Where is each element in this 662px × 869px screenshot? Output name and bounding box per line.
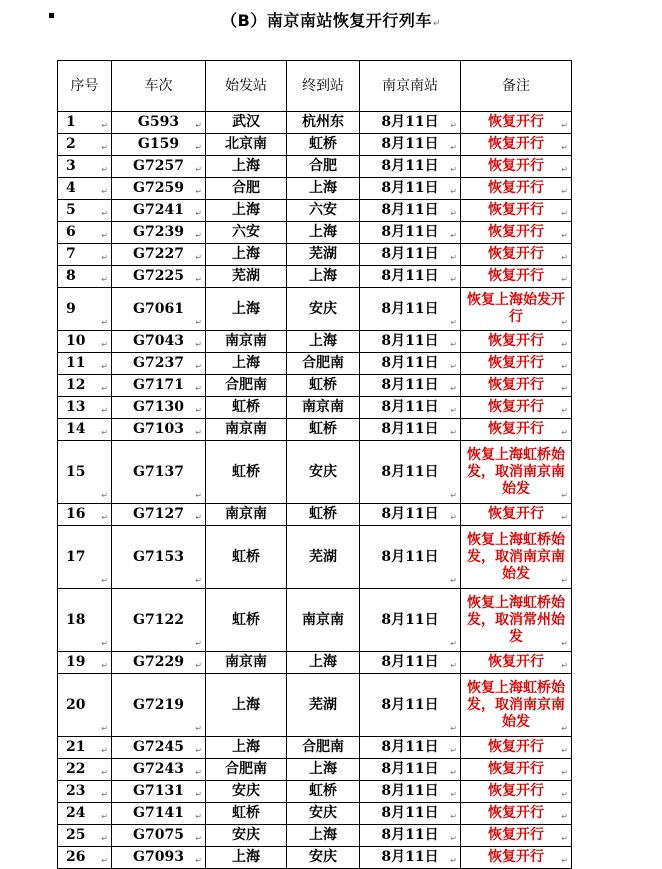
paragraph-mark: ↵ xyxy=(101,406,108,415)
row-remark: 恢复开行 ↵ xyxy=(461,200,572,222)
paragraph-mark: ↵ xyxy=(101,362,108,371)
row-train: G7141 ↵ xyxy=(112,803,206,825)
paragraph-mark: ↵ xyxy=(561,491,568,500)
row-terminus: 虹桥 xyxy=(287,419,360,441)
paragraph-mark: ↵ xyxy=(450,318,457,327)
paragraph-mark: ↵ xyxy=(450,209,457,218)
row-remark: 恢复上海虹桥始发，取消南京南始发 ↵ xyxy=(461,441,572,504)
table-row xyxy=(58,652,572,674)
paragraph-mark: ↵ xyxy=(195,165,202,174)
row-origin: 合肥南 xyxy=(206,759,287,781)
row-date: 8月11日 ↵ xyxy=(360,134,461,156)
row-terminus: 安庆 xyxy=(287,847,360,869)
row-seq: 5 ↵ xyxy=(58,200,112,222)
table-row xyxy=(58,200,572,222)
paragraph-mark: ↵ xyxy=(561,790,568,799)
paragraph-mark: ↵ xyxy=(195,812,202,821)
header-row xyxy=(58,61,572,112)
paragraph-mark: ↵ xyxy=(101,856,108,865)
table-row xyxy=(58,759,572,781)
paragraph-mark: ↵ xyxy=(450,661,457,670)
table-row xyxy=(58,266,572,288)
row-origin: 虹桥 xyxy=(206,526,287,589)
paragraph-mark: ↵ xyxy=(195,513,202,522)
paragraph-mark: ↵ xyxy=(195,406,202,415)
paragraph-mark: ↵ xyxy=(101,639,108,648)
row-date: 8月11日 ↵ xyxy=(360,178,461,200)
paragraph-mark: ↵ xyxy=(101,768,108,777)
row-date: 8月11日 ↵ xyxy=(360,803,461,825)
paragraph-mark: ↵ xyxy=(101,491,108,500)
row-origin: 上海 xyxy=(206,737,287,759)
row-train: G7127 ↵ xyxy=(112,504,206,526)
table-row xyxy=(58,825,572,847)
row-train: G593 ↵ xyxy=(112,112,206,134)
row-train: G7243 ↵ xyxy=(112,759,206,781)
header-origin: 始发站 xyxy=(206,61,287,112)
row-train: G7219 ↵ xyxy=(112,674,206,737)
row-terminus: 芜湖 xyxy=(287,674,360,737)
row-seq: 1 ↵ xyxy=(58,112,112,134)
row-terminus: 安庆 xyxy=(287,288,360,331)
paragraph-mark: ↵ xyxy=(195,340,202,349)
paragraph-mark: ↵ xyxy=(101,384,108,393)
row-terminus: 合肥南 xyxy=(287,353,360,375)
row-train: G7093 ↵ xyxy=(112,847,206,869)
row-terminus: 虹桥 xyxy=(287,781,360,803)
row-seq: 7 ↵ xyxy=(58,244,112,266)
paragraph-mark: ↵ xyxy=(101,121,108,130)
row-remark: 恢复开行 ↵ xyxy=(461,222,572,244)
paragraph-mark: ↵ xyxy=(561,406,568,415)
row-seq: 3 ↵ xyxy=(58,156,112,178)
row-seq: 22 ↵ xyxy=(58,759,112,781)
paragraph-mark: ↵ xyxy=(195,253,202,262)
row-train: G7137 ↵ xyxy=(112,441,206,504)
row-origin: 上海 xyxy=(206,244,287,266)
row-terminus: 安庆 xyxy=(287,441,360,504)
paragraph-mark: ↵ xyxy=(561,275,568,284)
row-seq: 9 ↵ xyxy=(58,288,112,331)
row-train: G7225 ↵ xyxy=(112,266,206,288)
row-remark: 恢复开行 ↵ xyxy=(461,652,572,674)
row-remark: 恢复开行 ↵ xyxy=(461,397,572,419)
paragraph-mark: ↵ xyxy=(195,790,202,799)
paragraph-mark: ↵ xyxy=(450,724,457,733)
row-train: G7061 ↵ xyxy=(112,288,206,331)
row-train: G7259 ↵ xyxy=(112,178,206,200)
row-date: 8月11日 ↵ xyxy=(360,781,461,803)
row-train: G7239 ↵ xyxy=(112,222,206,244)
paragraph-mark: ↵ xyxy=(561,768,568,777)
row-train: G7171 ↵ xyxy=(112,375,206,397)
paragraph-mark: ↵ xyxy=(450,275,457,284)
row-train: G7103 ↵ xyxy=(112,419,206,441)
paragraph-mark: ↵ xyxy=(195,318,202,327)
table-body xyxy=(58,61,572,869)
table-row xyxy=(58,331,572,353)
row-remark: 恢复开行 ↵ xyxy=(461,375,572,397)
paragraph-mark: ↵ xyxy=(195,639,202,648)
paragraph-mark: ↵ xyxy=(450,231,457,240)
paragraph-mark: ↵ xyxy=(101,165,108,174)
row-remark: 恢复开行 ↵ xyxy=(461,266,572,288)
row-date: 8月11日 ↵ xyxy=(360,504,461,526)
row-date: 8月11日 ↵ xyxy=(360,266,461,288)
paragraph-mark: ↵ xyxy=(561,513,568,522)
table-row xyxy=(58,781,572,803)
paragraph-mark: ↵ xyxy=(101,275,108,284)
row-seq: 24 ↵ xyxy=(58,803,112,825)
paragraph-mark: ↵ xyxy=(450,253,457,262)
row-date: 8月11日 ↵ xyxy=(360,737,461,759)
row-date: 8月11日 ↵ xyxy=(360,441,461,504)
row-date: 8月11日 ↵ xyxy=(360,375,461,397)
row-origin: 合肥南 xyxy=(206,375,287,397)
paragraph-mark: ↵ xyxy=(195,209,202,218)
row-train: G159 ↵ xyxy=(112,134,206,156)
paragraph-mark: ↵ xyxy=(561,384,568,393)
row-terminus: 南京南 xyxy=(287,397,360,419)
paragraph-mark: ↵ xyxy=(450,187,457,196)
table-row xyxy=(58,526,572,589)
row-origin: 虹桥 xyxy=(206,397,287,419)
paragraph-mark: ↵ xyxy=(101,340,108,349)
row-remark: 恢复开行 ↵ xyxy=(461,781,572,803)
row-origin: 南京南 xyxy=(206,419,287,441)
paragraph-mark: ↵ xyxy=(101,231,108,240)
row-terminus: 芜湖 xyxy=(287,526,360,589)
paragraph-mark: ↵ xyxy=(561,746,568,755)
paragraph-mark: ↵ xyxy=(101,812,108,821)
paragraph-mark: ↵ xyxy=(561,318,568,327)
header-seq: 序号 xyxy=(58,61,112,112)
row-date: 8月11日 ↵ xyxy=(360,288,461,331)
row-origin: 虹桥 xyxy=(206,803,287,825)
table-row xyxy=(58,419,572,441)
table-row xyxy=(58,504,572,526)
row-origin: 芜湖 xyxy=(206,266,287,288)
row-seq: 14 ↵ xyxy=(58,419,112,441)
row-seq: 13 ↵ xyxy=(58,397,112,419)
paragraph-mark: ↵ xyxy=(450,513,457,522)
paragraph-mark: ↵ xyxy=(561,362,568,371)
paragraph-mark: ↵ xyxy=(561,428,568,437)
paragraph-mark: ↵ xyxy=(101,724,108,733)
row-terminus: 杭州东 xyxy=(287,112,360,134)
row-remark: 恢复上海始发开行 ↵ xyxy=(461,288,572,331)
row-terminus: 芜湖 xyxy=(287,244,360,266)
table-row xyxy=(58,397,572,419)
paragraph-mark: ↵ xyxy=(561,209,568,218)
row-remark: 恢复开行 ↵ xyxy=(461,112,572,134)
paragraph-mark: ↵ xyxy=(450,834,457,843)
row-seq: 2 ↵ xyxy=(58,134,112,156)
paragraph-mark: ↵ xyxy=(101,661,108,670)
row-train: G7245 ↵ xyxy=(112,737,206,759)
paragraph-mark: ↵ xyxy=(561,231,568,240)
table-row xyxy=(58,375,572,397)
paragraph-mark: ↵ xyxy=(195,384,202,393)
row-date: 8月11日 ↵ xyxy=(360,200,461,222)
row-origin: 上海 xyxy=(206,353,287,375)
row-remark: 恢复开行 ↵ xyxy=(461,825,572,847)
row-origin: 虹桥 xyxy=(206,441,287,504)
row-remark: 恢复上海虹桥始发，取消南京南始发 ↵ xyxy=(461,674,572,737)
paragraph-mark: ↵ xyxy=(561,253,568,262)
row-terminus: 虹桥 xyxy=(287,134,360,156)
table-row xyxy=(58,288,572,331)
row-remark: 恢复开行 ↵ xyxy=(461,803,572,825)
paragraph-mark: ↵ xyxy=(561,856,568,865)
paragraph-mark: ↵ xyxy=(450,576,457,585)
row-train: G7130 ↵ xyxy=(112,397,206,419)
row-origin: 武汉 xyxy=(206,112,287,134)
paragraph-mark: ↵ xyxy=(101,318,108,327)
paragraph-mark: ↵ xyxy=(195,491,202,500)
row-remark: 恢复上海虹桥始发，取消常州始发 ↵ xyxy=(461,589,572,652)
row-seq: 16 ↵ xyxy=(58,504,112,526)
row-seq: 12 ↵ xyxy=(58,375,112,397)
paragraph-mark: ↵ xyxy=(450,746,457,755)
table-row xyxy=(58,674,572,737)
row-origin: 南京南 xyxy=(206,504,287,526)
paragraph-mark: ↵ xyxy=(195,275,202,284)
paragraph-mark: ↵ xyxy=(101,143,108,152)
paragraph-mark: ↵ xyxy=(561,165,568,174)
row-seq: 6 ↵ xyxy=(58,222,112,244)
row-train: G7241 ↵ xyxy=(112,200,206,222)
row-terminus: 上海 xyxy=(287,178,360,200)
row-train: G7153 ↵ xyxy=(112,526,206,589)
row-train: G7237 ↵ xyxy=(112,353,206,375)
paragraph-mark: ↵ xyxy=(101,746,108,755)
paragraph-mark: ↵ xyxy=(195,187,202,196)
paragraph-mark: ↵ xyxy=(450,165,457,174)
row-terminus: 六安 xyxy=(287,200,360,222)
table-row xyxy=(58,803,572,825)
row-terminus: 上海 xyxy=(287,825,360,847)
row-origin: 上海 xyxy=(206,156,287,178)
paragraph-mark: ↵ xyxy=(195,362,202,371)
paragraph-mark: ↵ xyxy=(450,491,457,500)
row-terminus: 南京南 xyxy=(287,589,360,652)
row-terminus: 上海 xyxy=(287,266,360,288)
row-remark: 恢复开行 ↵ xyxy=(461,244,572,266)
row-date: 8月11日 ↵ xyxy=(360,353,461,375)
row-seq: 20 ↵ xyxy=(58,674,112,737)
paragraph-mark: ↵ xyxy=(195,576,202,585)
train-schedule-table xyxy=(57,60,572,869)
paragraph-mark: ↵ xyxy=(561,661,568,670)
paragraph-mark: ↵ xyxy=(195,834,202,843)
paragraph-mark: ↵ xyxy=(450,856,457,865)
header-terminus: 终到站 xyxy=(287,61,360,112)
row-train: G7122 ↵ xyxy=(112,589,206,652)
paragraph-mark: ↵ xyxy=(101,428,108,437)
row-train: G7257 ↵ xyxy=(112,156,206,178)
paragraph-mark: ↵ xyxy=(450,768,457,777)
paragraph-mark: ↵ xyxy=(195,661,202,670)
row-date: 8月11日 ↵ xyxy=(360,156,461,178)
paragraph-mark: ↵ xyxy=(195,428,202,437)
row-remark: 恢复开行 ↵ xyxy=(461,419,572,441)
row-origin: 合肥 xyxy=(206,178,287,200)
row-train: G7131 ↵ xyxy=(112,781,206,803)
row-remark: 恢复开行 ↵ xyxy=(461,759,572,781)
row-train: G7075 ↵ xyxy=(112,825,206,847)
table-row xyxy=(58,353,572,375)
row-remark: 恢复开行 ↵ xyxy=(461,504,572,526)
row-origin: 安庆 xyxy=(206,781,287,803)
row-origin: 北京南 xyxy=(206,134,287,156)
row-origin: 安庆 xyxy=(206,825,287,847)
row-terminus: 虹桥 xyxy=(287,504,360,526)
table-row xyxy=(58,847,572,869)
row-date: 8月11日 ↵ xyxy=(360,244,461,266)
paragraph-mark: ↵ xyxy=(195,856,202,865)
paragraph-mark: ↵ xyxy=(195,768,202,777)
paragraph-mark: ↵ xyxy=(101,834,108,843)
row-date: 8月11日 ↵ xyxy=(360,847,461,869)
row-seq: 21 ↵ xyxy=(58,737,112,759)
row-remark: 恢复开行 ↵ xyxy=(461,847,572,869)
row-seq: 4 ↵ xyxy=(58,178,112,200)
row-terminus: 虹桥 xyxy=(287,375,360,397)
table-row xyxy=(58,222,572,244)
row-remark: 恢复开行 ↵ xyxy=(461,134,572,156)
paragraph-mark: ↵ xyxy=(195,746,202,755)
row-terminus: 合肥 xyxy=(287,156,360,178)
paragraph-mark: ↵ xyxy=(450,340,457,349)
row-date: 8月11日 ↵ xyxy=(360,589,461,652)
paragraph-mark: ↵ xyxy=(195,231,202,240)
row-remark: 恢复开行 ↵ xyxy=(461,156,572,178)
paragraph-mark: ↵ xyxy=(450,406,457,415)
row-seq: 26 ↵ xyxy=(58,847,112,869)
row-date: 8月11日 ↵ xyxy=(360,526,461,589)
row-origin: 南京南 xyxy=(206,331,287,353)
row-remark: 恢复开行 ↵ xyxy=(461,331,572,353)
row-date: 8月11日 ↵ xyxy=(360,652,461,674)
row-seq: 17 ↵ xyxy=(58,526,112,589)
paragraph-mark: ↵ xyxy=(561,834,568,843)
table-row xyxy=(58,441,572,504)
page-title: （B）南京南站恢复开行列车↵ xyxy=(221,11,441,30)
paragraph-mark: ↵ xyxy=(561,187,568,196)
row-date: 8月11日 ↵ xyxy=(360,397,461,419)
row-seq: 18 ↵ xyxy=(58,589,112,652)
row-date: 8月11日 ↵ xyxy=(360,825,461,847)
table-row xyxy=(58,244,572,266)
paragraph-mark: ↵ xyxy=(195,724,202,733)
row-train: G7043 ↵ xyxy=(112,331,206,353)
row-terminus: 上海 xyxy=(287,331,360,353)
paragraph-mark: ↵ xyxy=(101,253,108,262)
row-date: 8月11日 ↵ xyxy=(360,419,461,441)
row-seq: 19 ↵ xyxy=(58,652,112,674)
paragraph-mark: ↵ xyxy=(450,639,457,648)
row-seq: 10 ↵ xyxy=(58,331,112,353)
table-row xyxy=(58,112,572,134)
paragraph-mark: ↵ xyxy=(450,362,457,371)
row-seq: 23 ↵ xyxy=(58,781,112,803)
table-row xyxy=(58,589,572,652)
row-remark: 恢复开行 ↵ xyxy=(461,178,572,200)
paragraph-mark: ↵ xyxy=(561,724,568,733)
row-origin: 虹桥 xyxy=(206,589,287,652)
paragraph-mark: ↵ xyxy=(561,812,568,821)
row-origin: 南京南 xyxy=(206,652,287,674)
paragraph-mark: ↵ xyxy=(101,513,108,522)
paragraph-mark: ↵ xyxy=(561,143,568,152)
paragraph-mark: ↵ xyxy=(561,639,568,648)
row-origin: 上海 xyxy=(206,674,287,737)
paragraph-mark: ↵ xyxy=(450,121,457,130)
paragraph-mark: ↵ xyxy=(195,143,202,152)
row-train: G7227 ↵ xyxy=(112,244,206,266)
row-origin: 上海 xyxy=(206,847,287,869)
row-seq: 11 ↵ xyxy=(58,353,112,375)
row-terminus: 上海 xyxy=(287,652,360,674)
table-row xyxy=(58,134,572,156)
row-date: 8月11日 ↵ xyxy=(360,222,461,244)
paragraph-mark: ↵ xyxy=(561,340,568,349)
paragraph-mark: ↵ xyxy=(561,121,568,130)
paragraph-mark: ↵ xyxy=(561,576,568,585)
paragraph-mark: ↵ xyxy=(101,576,108,585)
row-origin: 六安 xyxy=(206,222,287,244)
row-date: 8月11日 ↵ xyxy=(360,331,461,353)
table-row xyxy=(58,737,572,759)
header-nanjingnan: 南京南站 xyxy=(360,61,461,112)
paragraph-mark: ↵ xyxy=(101,790,108,799)
row-date: 8月11日 ↵ xyxy=(360,112,461,134)
row-seq: 8 ↵ xyxy=(58,266,112,288)
row-seq: 25 ↵ xyxy=(58,825,112,847)
row-seq: 15 ↵ xyxy=(58,441,112,504)
row-terminus: 合肥南 xyxy=(287,737,360,759)
header-train: 车次 xyxy=(112,61,206,112)
paragraph-mark: ↵ xyxy=(195,121,202,130)
row-terminus: 安庆 xyxy=(287,803,360,825)
header-remark: 备注 xyxy=(461,61,572,112)
row-remark: 恢复上海虹桥始发，取消南京南始发 ↵ xyxy=(461,526,572,589)
row-remark: 恢复开行 ↵ xyxy=(461,737,572,759)
row-date: 8月11日 ↵ xyxy=(360,759,461,781)
row-origin: 上海 xyxy=(206,200,287,222)
row-date: 8月11日 ↵ xyxy=(360,674,461,737)
paragraph-mark: ↵ xyxy=(101,209,108,218)
paragraph-mark: ↵ xyxy=(450,384,457,393)
row-train: G7229 ↵ xyxy=(112,652,206,674)
paragraph-mark: ↵ xyxy=(450,812,457,821)
row-terminus: 上海 xyxy=(287,222,360,244)
row-remark: 恢复开行 ↵ xyxy=(461,353,572,375)
paragraph-mark: ↵ xyxy=(450,790,457,799)
row-origin: 上海 xyxy=(206,288,287,331)
row-terminus: 上海 xyxy=(287,759,360,781)
table-row xyxy=(58,156,572,178)
paragraph-mark: ↵ xyxy=(450,428,457,437)
paragraph-mark: ↵ xyxy=(101,187,108,196)
table-row xyxy=(58,178,572,200)
paragraph-mark: ↵ xyxy=(450,143,457,152)
